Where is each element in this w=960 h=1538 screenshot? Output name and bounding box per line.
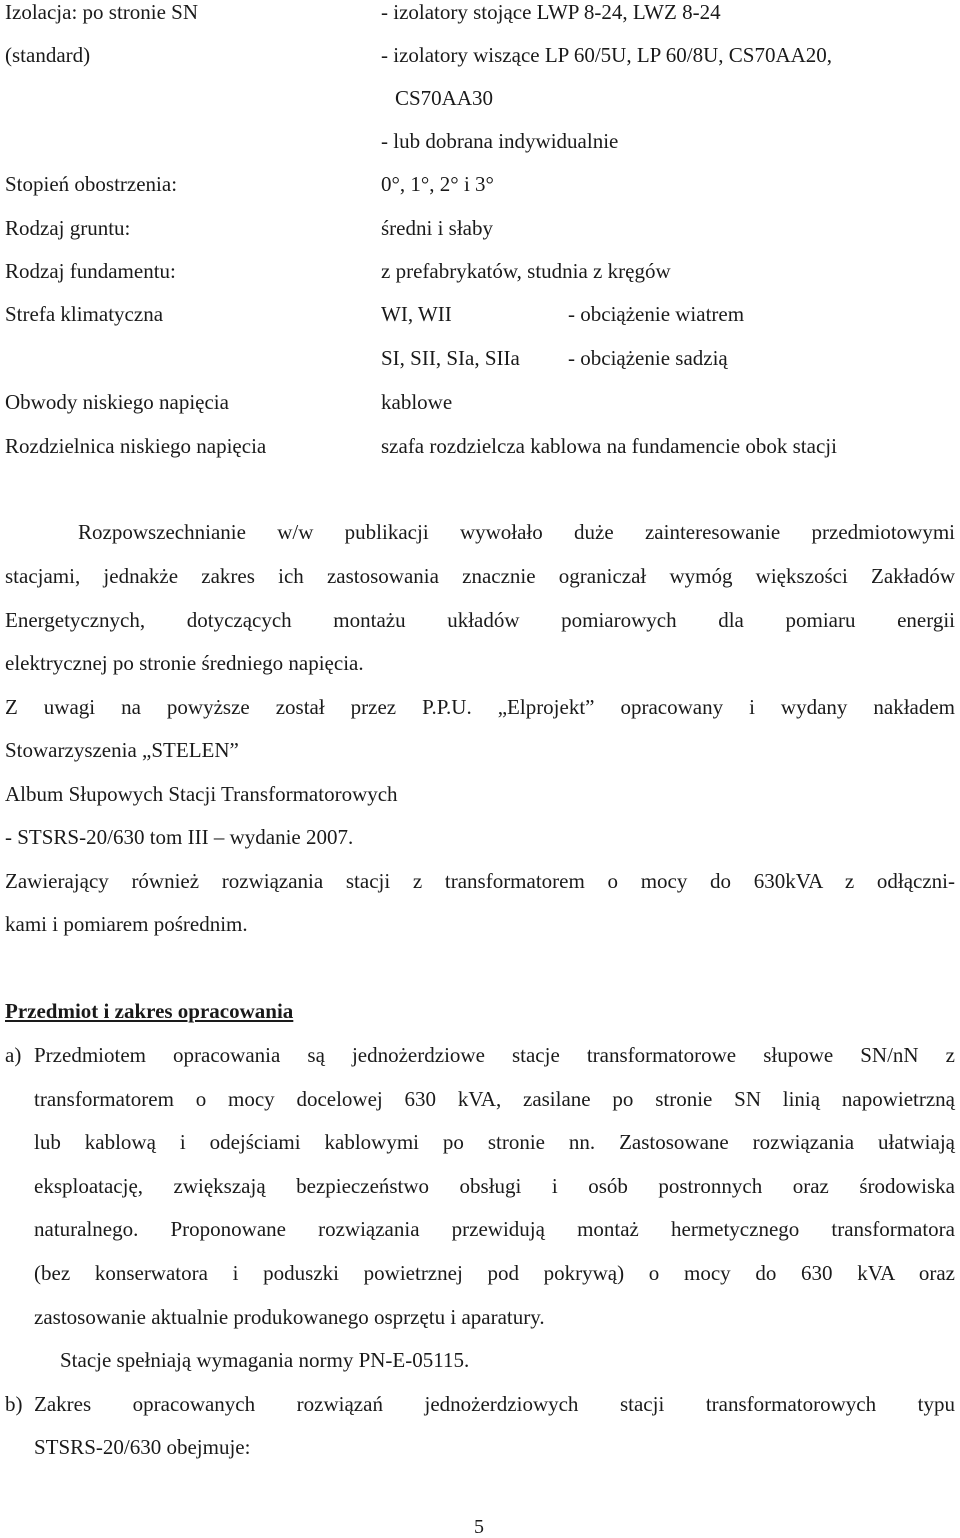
- spec-label-foundation: Rodzaj fundamentu:: [5, 259, 176, 283]
- item-a-line: zastosowanie aktualnie produkowanego osprzętu i aparatury.: [34, 1305, 545, 1329]
- item-a-line: eksploatację, zwiększają bezpieczeństwo obsługi i osób postronnych oraz środowiska: [34, 1174, 955, 1198]
- spec-label-lv-switchgear: Rozdzielnica niskiego napięcia: [5, 434, 267, 458]
- intro-line: stacjami, jednakże zakres ich zastosowania znacznie ograniczał wymóg większości Zakładów: [5, 564, 955, 588]
- item-b-line: Zakres opracowanych rozwiązań jednożerdziowych stacji transformatorowych typu: [34, 1392, 955, 1416]
- spec-value-lv-switchgear: szafa rozdzielcza kablowa na fundamencie obok stacji: [381, 434, 837, 458]
- spec-label-standard: (standard): [5, 43, 91, 67]
- spec-value-insulation-hanging: - izolatory wiszące LP 60/5U, LP 60/8U, CS70AA20,: [381, 43, 833, 67]
- spec-label-insulation: Izolacja: po stronie SN: [5, 0, 199, 24]
- publication-line: Stowarzyszenia „STELEN”: [5, 738, 239, 762]
- item-a-line: Przedmiotem opracowania są jednożerdziowe stacje transformatorowe słupowe SN/nN z: [34, 1043, 955, 1067]
- list-marker-b: b): [5, 1392, 23, 1416]
- spec-value-foundation: z prefabrykatów, studnia z kręgów: [381, 259, 671, 283]
- publication-line: kami i pomiarem pośrednim.: [5, 912, 248, 936]
- spec-label-lv-circuits: Obwody niskiego napięcia: [5, 390, 229, 414]
- spec-value-wind-zone: WI, WII: [381, 302, 452, 326]
- spec-value-soot-zone: SI, SII, SIa, SIIa: [381, 346, 520, 370]
- intro-line: Energetycznych, dotyczących montażu układów pomiarowych dla pomiaru energii: [5, 608, 955, 632]
- item-a-line: transformatorem o mocy docelowej 630 kVA, zasilane po stronie SN linią napowietrzną: [34, 1087, 955, 1111]
- intro-line: elektrycznej po stronie średniego napięcia.: [5, 651, 364, 675]
- list-marker-a: a): [5, 1043, 22, 1067]
- page-number: 5: [474, 1516, 484, 1538]
- spec-value-lv-circuits: kablowe: [381, 390, 453, 414]
- publication-line: Zawierający również rozwiązania stacji z transformatorem o mocy do 630kVA z odłączni-: [5, 869, 955, 893]
- publication-line: - STSRS-20/630 tom III – wydanie 2007.: [5, 825, 354, 849]
- spec-note-wind-load: - obciążenie wiatrem: [568, 302, 745, 326]
- intro-line: Rozpowszechnianie w/w publikacji wywołało duże zainteresowanie przedmiotowymi: [78, 520, 955, 544]
- section-heading: Przedmiot i zakres opracowania: [5, 999, 294, 1023]
- spec-value-soil: średni i słaby: [381, 216, 493, 240]
- spec-label-climate-zone: Strefa klimatyczna: [5, 302, 164, 326]
- publication-line: Album Słupowych Stacji Transformatorowych: [5, 782, 398, 806]
- spec-label-soil: Rodzaj gruntu:: [5, 216, 131, 240]
- item-a-line: (bez konserwatora i poduszki powietrznej pod pokrywą) o mocy do 630 kVA oraz: [34, 1261, 955, 1285]
- spec-note-soot-load: - obciążenie sadzią: [568, 346, 728, 370]
- item-b-line: STSRS-20/630 obejmuje:: [34, 1435, 251, 1459]
- item-a-line: naturalnego. Proponowane rozwiązania przewidują montaż hermetycznego transformatora: [34, 1217, 955, 1241]
- spec-value-insulation-standing: - izolatory stojące LWP 8-24, LWZ 8-24: [381, 0, 721, 24]
- spec-label-hardening: Stopień obostrzenia:: [5, 172, 178, 196]
- item-a-line: lub kablową i odejściami kablowymi po stronie nn. Zastosowane rozwiązania ułatwiają: [34, 1130, 955, 1154]
- spec-value-insulation-custom: - lub dobrana indywidualnie: [381, 129, 619, 153]
- publication-line: Z uwagi na powyższe został przez P.P.U. „Elprojekt” opracowany i wydany nakładem: [5, 695, 955, 719]
- spec-value-hardening: 0°, 1°, 2° i 3°: [381, 172, 494, 196]
- spec-value-insulation-hanging-cont: CS70AA30: [395, 86, 494, 110]
- item-a-norm-note: Stacje spełniają wymagania normy PN-E-05115.: [60, 1348, 470, 1372]
